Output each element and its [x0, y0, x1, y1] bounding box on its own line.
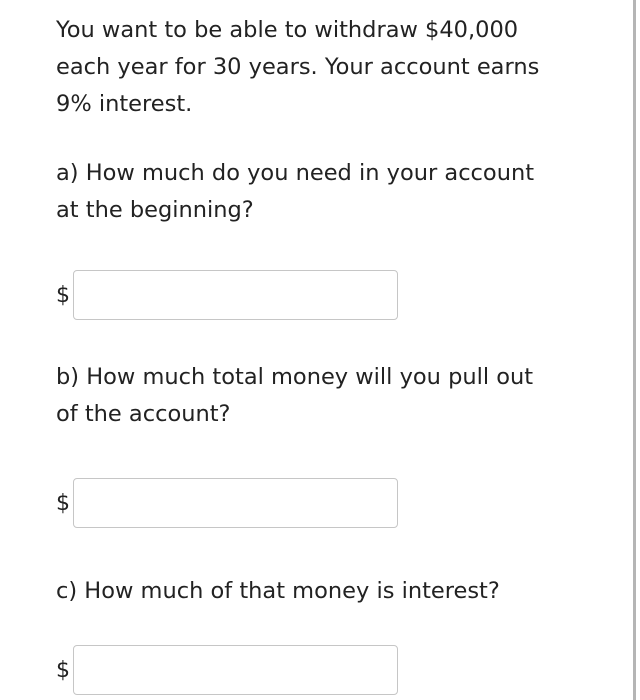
dollar-sign-a: $: [56, 282, 70, 308]
page-right-border: [633, 0, 636, 700]
question-a: [56, 155, 596, 229]
question-a-line-1: a) How much do you need in your account: [56, 160, 535, 186]
question-b-line-2: of the account?: [56, 401, 231, 427]
problem-line-1: You want to be able to withdraw $40,000: [56, 17, 519, 43]
problem-line-3: 9% interest.: [56, 91, 193, 117]
question-c-line-1: c) How much of that money is interest?: [56, 578, 500, 604]
question-b-line-1: b) How much total money will you pull out: [56, 364, 534, 390]
question-a-line-2: at the beginning?: [56, 197, 254, 223]
answer-row-c: [56, 644, 596, 696]
question-b: [56, 359, 596, 433]
answer-a-input[interactable]: [73, 270, 398, 320]
dollar-sign-c: $: [56, 657, 70, 683]
answer-row-a: [56, 269, 596, 321]
answer-b-input[interactable]: [73, 478, 398, 528]
answer-c-input[interactable]: [73, 645, 398, 695]
answer-row-b: [56, 477, 596, 529]
problem-statement: [56, 12, 596, 123]
problem-line-2: each year for 30 years. Your account earns: [56, 54, 540, 80]
question-content: [56, 12, 596, 696]
dollar-sign-b: $: [56, 490, 70, 516]
question-c: [56, 573, 596, 610]
